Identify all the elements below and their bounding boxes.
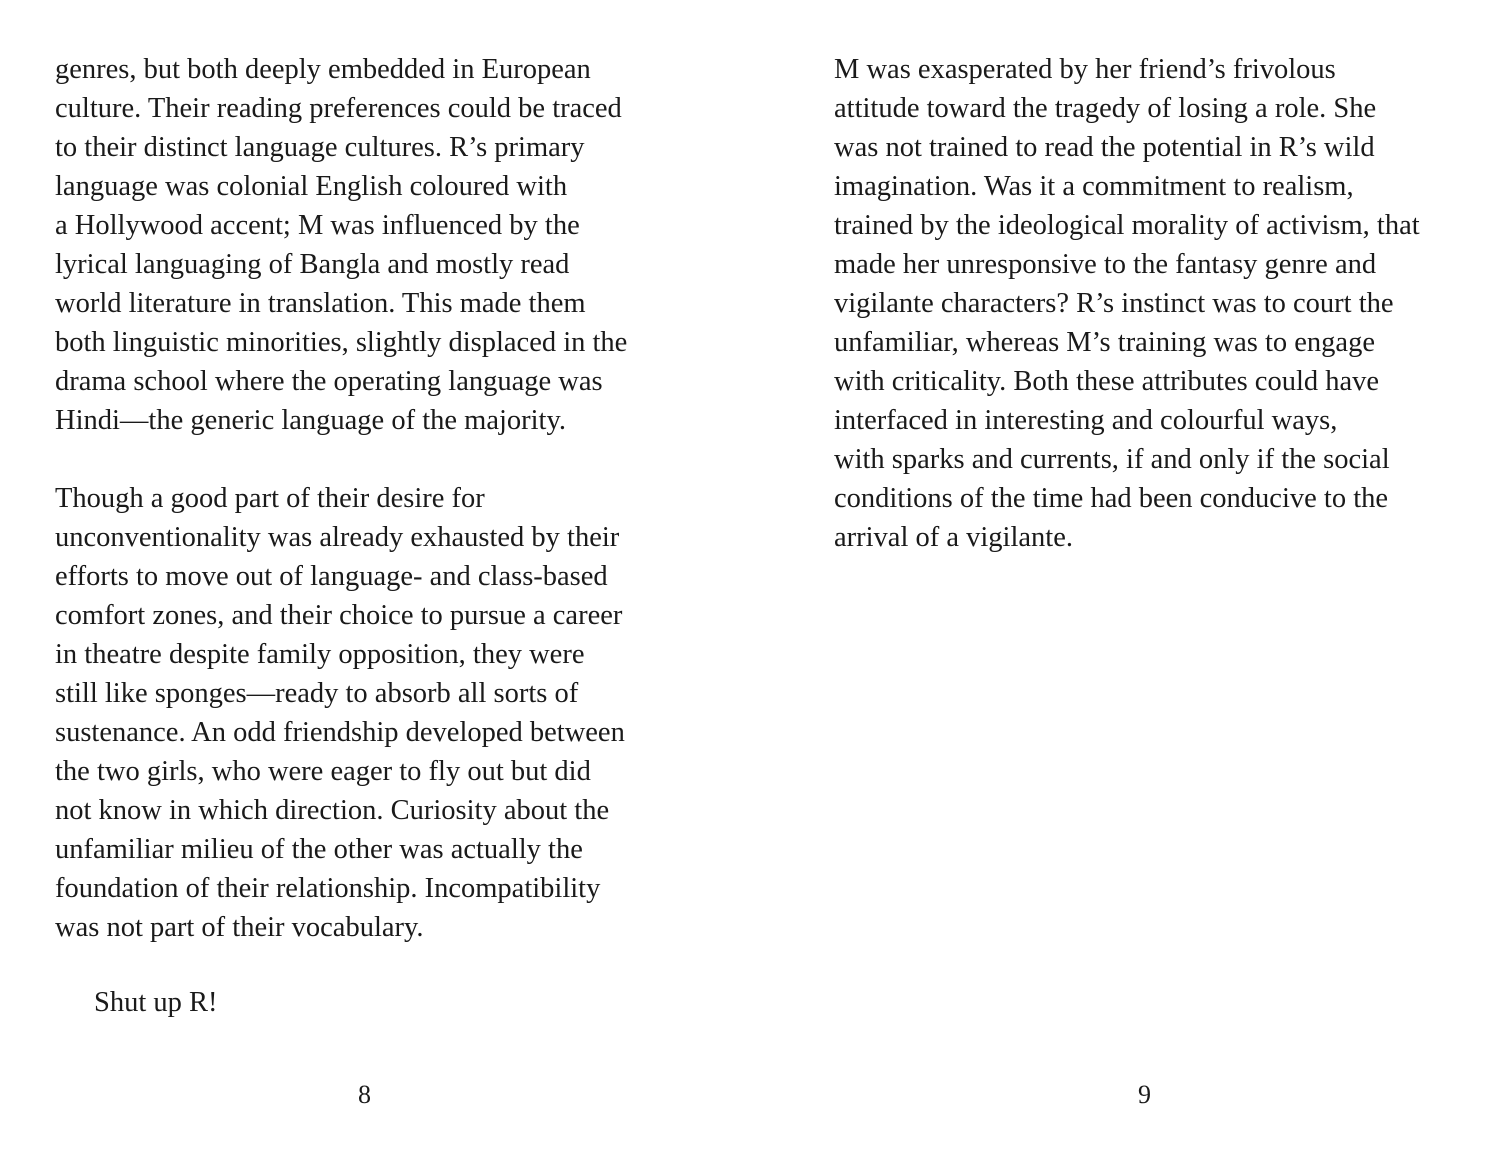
text-line: foundation of their relationship. Incompatibility [55,873,601,904]
text-line: unconventionality was already exhausted by their [55,522,620,553]
text-line: with sparks and currents, if and only if the social [834,444,1390,475]
text-line: genres, but both deeply embedded in European [55,54,591,85]
text-line: Though a good part of their desire for [55,483,485,514]
text-line: M was exasperated by her friend’s frivolous [834,54,1336,85]
left-page-text [55,50,695,986]
text-line: drama school where the operating language was [55,366,603,397]
text-line: was not part of their vocabulary. [55,912,424,943]
text-line: both linguistic minorities, slightly displaced in the [55,327,628,358]
text-line: lyrical languaging of Bangla and mostly read [55,249,570,280]
text-line: comfort zones, and their choice to pursue a career [55,600,623,631]
text-line: imagination. Was it a commitment to realism, [834,171,1354,202]
text-line: trained by the ideological morality of activism, that [834,210,1420,241]
right-page-text [834,50,1474,596]
page-number-left: 8 [358,1080,371,1109]
dialogue-line: Shut up R! [94,987,218,1018]
text-line: to their distinct language cultures. R’s primary [55,132,585,163]
text-line: efforts to move out of language- and class-based [55,561,608,592]
text-line: a Hollywood accent; M was influenced by the [55,210,580,241]
text-line: attitude toward the tragedy of losing a role. She [834,93,1377,124]
paragraph [55,50,695,440]
text-line: unfamiliar milieu of the other was actually the [55,834,583,865]
text-line: arrival of a vigilante. [834,522,1073,553]
text-line: was not trained to read the potential in R’s wild [834,132,1375,163]
text-line: in theatre despite family opposition, they were [55,639,585,670]
text-line: still like sponges—ready to absorb all sorts of [55,678,579,709]
paragraph [834,50,1474,557]
text-line: conditions of the time had been conducive to the [834,483,1389,514]
text-line: unfamiliar, whereas M’s training was to engage [834,327,1375,358]
paragraph [55,479,695,947]
text-line: sustenance. An odd friendship developed between [55,717,625,748]
text-line: interfaced in interesting and colourful ways, [834,405,1338,436]
text-line: not know in which direction. Curiosity about the [55,795,610,826]
text-line: with criticality. Both these attributes could have [834,366,1380,397]
text-line: vigilante characters? R’s instinct was to court the [834,288,1394,319]
text-line: language was colonial English coloured with [55,171,568,202]
text-line: Hindi—the generic language of the majority. [55,405,566,436]
text-line: made her unresponsive to the fantasy genre and [834,249,1377,280]
text-line: the two girls, who were eager to fly out but did [55,756,591,787]
text-line: world literature in translation. This made them [55,288,586,319]
page-number-right: 9 [1138,1080,1151,1109]
text-line: culture. Their reading preferences could be traced [55,93,622,124]
